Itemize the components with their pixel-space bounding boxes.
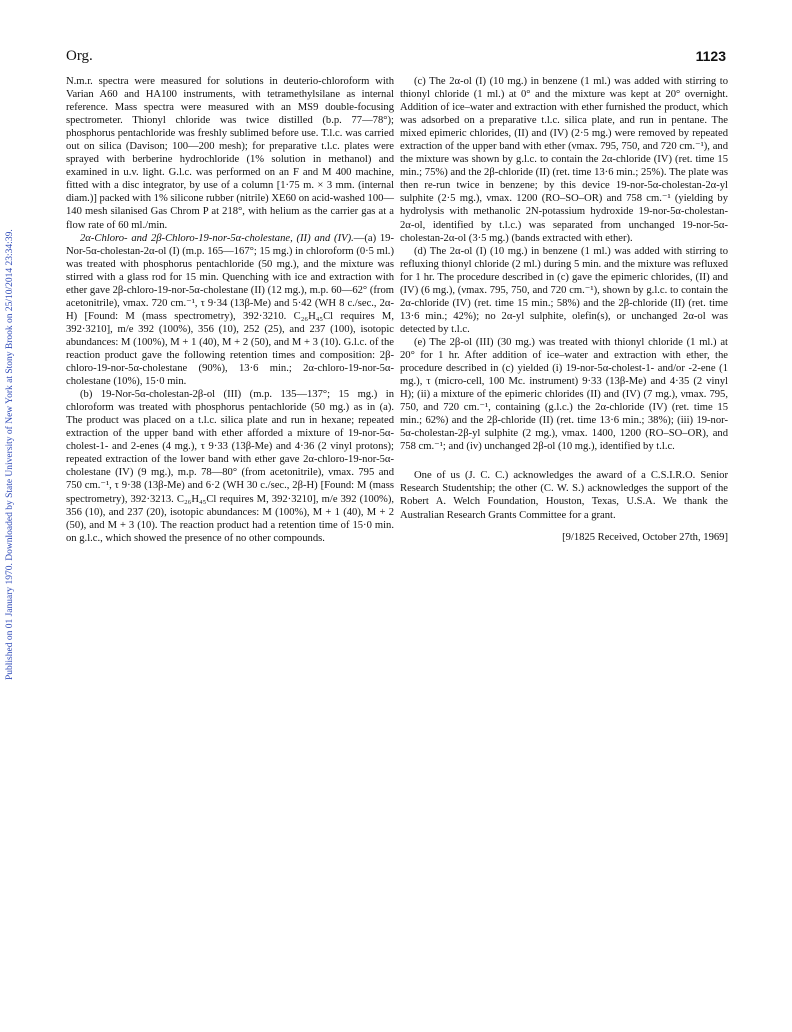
section-heading: 2α-Chloro- and 2β-Chloro-19-nor-5α-cholestane, (II) and (IV). <box>80 232 354 244</box>
acknowledgements-paragraph: One of us (J. C. C.) acknowledges the award of a C.S.I.R.O. Senior Research Studentship; the other (C. W. S.) acknowledges the support of the Robert A. Welch Foundation, Houston, Texas, U.S.A. We thank the Australian Research Grants Committee for a grant. <box>400 470 728 521</box>
section-paragraph-e: (e) The 2β-ol (III) (30 mg.) was treated with thionyl chloride (1 ml.) at 20° for 1 hr. After addition of ice–water and extraction with ether, the procedure described in (c) yielded (i) 19-nor-5α-cholest-1- and/or -2-ene (1 mg.), τ (micro-cell, 100 Mc. instrument) 9·33 (13β-Me) and 4·35 (2 vinyl H); (ii) a mixture of the epimeric chlorides (II) and (IV) (7 mg.), νmax. 795, 750, and 720 cm.⁻¹, containing (g.l.c.) the 2α-chloride (IV) (ret. time 15 min.; 62%) and the 2β-chloride (II) (ret. time 13·6 min.; 38%); (iii) 19-nor-5α-cholestan-2β-yl sulphite (2 mg.), νmax. 1400, 1200 (RO–SO–OR), and 758 cm.⁻¹; and (iv) unchanged 2β-ol (10 mg.), identified by t.l.c. <box>400 336 728 453</box>
experimental-intro-paragraph: N.m.r. spectra were measured for solutions in deuterio-chloroform with Varian A60 and HA100 instruments, with tetramethylsilane as internal reference. Mass spectra were measured with an MS9 double-focusing spectrometer. Thionyl chloride was twice distilled (b.p. 77—78°); phosphorus pentachloride was freshly sublimed before use. T.l.c. was carried out on silica (Davison; 100—200 mesh); for preparative t.l.c. plates were sprayed with berberine hydrochloride (1% solution in methanol) and examined in u.v. light. G.l.c. was performed on an F and M 400 machine, fitted with a disc integrator, by use of a column [1·75 m. × 3 mm. (internal diam.)] packed with 1% silicone rubber (nitrile) XE60 on acid-washed 100—140 mesh silanised Gas Chrom P at 218°, with helium as the carrier gas at a flow rate of 60 ml./min. <box>66 76 395 231</box>
page-number: 1123 <box>695 48 726 64</box>
received-date-line: [9/1825 Received, October 27th, 1969] <box>562 531 728 543</box>
left-column <box>66 75 394 545</box>
section-paragraph-b: (b) 19-Nor-5α-cholestan-2β-ol (III) (m.p. 135—137°; 15 mg.) in chloroform was treated with phosphorus pentachloride (50 mg.) as in (a). The product was placed on a t.l.c. silica plate and run in hexane; repeated extraction of the upper band with ether afforded a mixture of 19-nor-5α-cholest-1- and 2-enes (4 mg.), τ 9·33 (13β-Me) and 4·36 (2 vinyl protons); repeated extraction of the lower band with ether gave 2α-chloro-19-nor-5α-cholestane (IV) (9 mg.), m.p. 78—80° (from acetonitrile), νmax. 795 and 750 cm.⁻¹, τ 9·38 (13β-Me) and 6·2 (WH 30 c./sec., 2β-H) [Found: M (mass spectrometry), 392·3213. C₂₆H₄₅Cl requires M, 392·3210], m/e 392 (100%), 356 (10), and 237 (20), isotopic abundances: M (100%), M + 1 (40), M + 2 (50), and M + 3 (10). The reaction product had a retention time of 15·0 min. on g.l.c., which showed the presence of no other compounds. <box>66 389 394 544</box>
right-column <box>400 75 728 544</box>
section-paragraph-d: (d) The 2α-ol (I) (10 mg.) in benzene (1 ml.) was added with stirring to refluxing thionyl chloride (2 ml.) during 5 min. and the mixture was refluxed for 1 hr. The procedure described in (c) gave the epimeric chlorides, (II) and (IV) (6 mg.), (νmax. 795, 750, and 720 cm.⁻¹), shown by g.l.c. to contain the 2α-chloride (IV) (ret. time 15 min.; 58%) and the 2β-chloride (II) (ret. time 13·6 min.; 42%); no 2α-yl sulphite, olefin(s), or unchanged 2α-ol was detected by t.l.c. <box>400 245 728 335</box>
running-header-journal: Org. <box>66 48 93 64</box>
section-paragraph-a <box>66 232 394 389</box>
section-paragraph-c: (c) The 2α-ol (I) (10 mg.) in benzene (1 ml.) was added with stirring to thionyl chloride (1 ml.) at 0° and the mixture was kept at 20° overnight. Addition of ice–water and extraction with ether furnished the product, which was adsorbed on a preparative t.l.c. silica plate, and run in pentane. The mixed epimeric chlorides, (II) and (IV) (2·5 mg.) were removed by repeated extraction of the upper band with ether (νmax. 795, 750, and 720 cm.⁻¹), and the mixture was shown by g.l.c. to contain the 2α-chloride (IV) (ret. time 15 min.; 75%) and the 2β-chloride (II) (ret. time 13·6 min.; 25%). The plate was then re-run twice in benzene; by this device 19-nor-5α-cholestan-2α-yl sulphite (2·5 mg.), νmax. 1200 (RO–SO–OR) and 758 cm.⁻¹ (yielding by hydrolysis with methanolic 2N-potassium hydroxide 19-nor-5α-cholestan-2α-ol, identified by t.l.c.) was separated from unchanged 19-nor-5α-cholestan-2α-ol (3·5 mg.) (bands extracted with ether). <box>400 76 728 244</box>
download-watermark-text[interactable]: Published on 01 January 1970. Downloaded by State University of New York at Stony Brook on 25/10/2014 23:34:39. <box>5 229 15 680</box>
section-body: —(a) 19-Nor-5α-cholestan-2α-ol (I) (m.p. 165—167°; 15 mg.) in chloroform (0·5 ml.) was treated with phosphorus pentachloride (50 mg.), and the mixture was stirred with a glass rod for 15 min. Quenching with ice and extraction with ether gave 2β-chloro-19-nor-5α-cholestane (II) (12 mg.), m.p. 60—62° (from acetonitrile), νmax. 720 cm.⁻¹, τ 9·34 (13β-Me) and 5·42 (WH 8 c./sec., 2α-H) [Found: M (mass spectrometry), 392·3210. C₂₆H₄₅Cl requires M, 392·3210], m/e 392 (100%), 356 (10), 252 (25), and 237 (100), isotopic abundances: M (100%), M + 1 (40), M + 2 (50), and M + 3 (10). G.l.c. of the reaction product gave the following retention times and composition: 2β-chloro-19-nor-5α-cholestane (90%), 13·6 min.; 2α-chloro-19-nor-5α-cholestane (10%), 15·0 min. <box>66 232 394 388</box>
download-watermark <box>3 10 17 690</box>
